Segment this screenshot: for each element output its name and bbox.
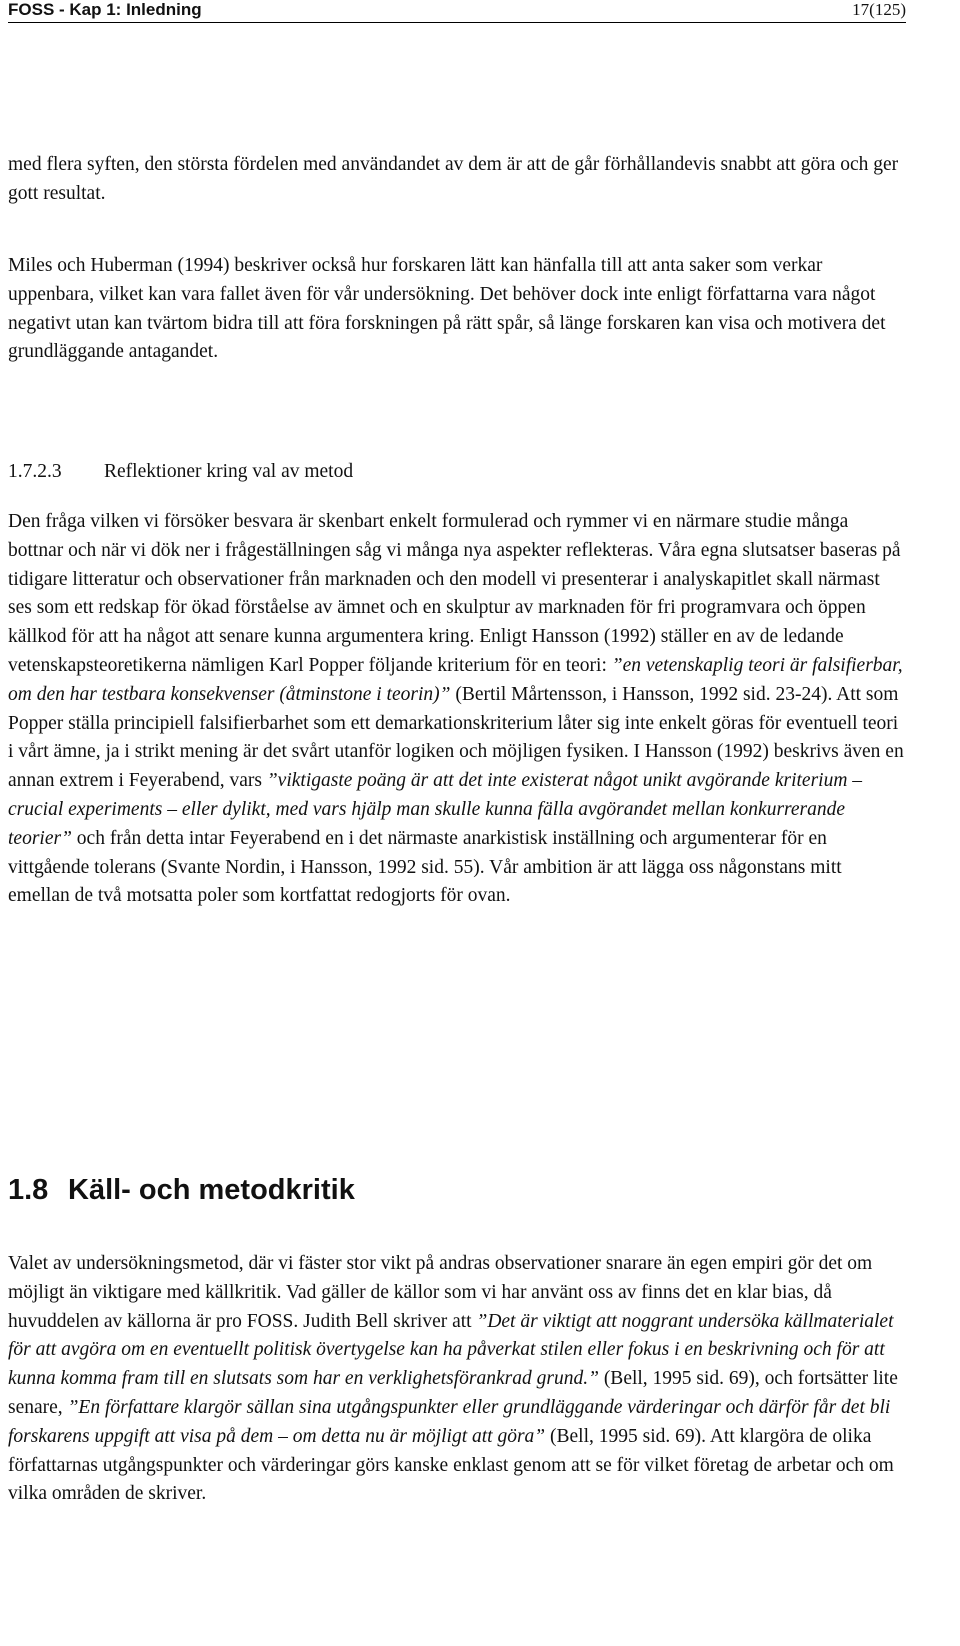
section-heading-1-8 <box>8 1170 355 1210</box>
section-heading-1-7-2-3 <box>8 458 353 486</box>
p4-text-b: (Bell, 1995 sid. 69), och fortsätter lite senare, <box>8 1368 898 1418</box>
section-number: 1.8 <box>8 1174 49 1206</box>
paragraph-2: Miles och Huberman (1994) beskriver också hur forskaren lätt kan hänfalla till att anta saker som verkar uppenbara, vilket kan vara fallet även för vår undersökning. Det behöver dock inte enligt författarna vara något negativt utan kan tvärtom bidra till att föra forskningen på rätt spår, så länge forskaren kan visa och motivera det grundläggande antagandet. <box>8 255 886 363</box>
section-title: Käll- och metodkritik <box>68 1174 355 1206</box>
paragraph-4 <box>8 1250 908 1509</box>
feyerabend-quote: ”viktigaste poäng är att det inte existerat något unikt avgörande kriterium – crucial experiments – eller dylikt, med vars hjälp man skulle kunna fälla avgörandet mellan konkurrerande teorier” <box>8 770 863 849</box>
section-number: 1.7.2.3 <box>8 461 62 482</box>
p4-text-a: Valet av undersökningsmetod, där vi fäster stor vikt på andras observationer snarare än egen empiri gör det om möjligt än viktigare med källkritik. Vad gäller de källor som vi har använt oss av finns det en klar bias, då huvuddelen av källorna är pro FOSS. Judith Bell skriver att <box>8 1253 873 1332</box>
header-title: FOSS - Kap 1: Inledning <box>8 0 202 19</box>
p3-text-b: (Bertil Mårtensson, i Hansson, 1992 sid. 23-24). Att som Popper ställa principiell falsifierbarhet som ett demarkationskriterium låter sig inte enkelt göras för eventuell teori i vårt ämne, ja i strikt mening är det svårt utanför logiken och möjligen fysiken. I Hansson (1992) beskrivs även en annan extrem i Feyerabend, vars <box>8 683 904 792</box>
popper-quote: ”en vetenskaplig teori är falsifierbar, om den har testbara konsekvenser (åtminstone i teorin)” <box>8 654 903 705</box>
section-title: Reflektioner kring val av metod <box>104 461 354 482</box>
bell-quote-2: ”En författare klargör sällan sina utgångspunkter eller grundläggande värderingar och därför får det bli forskarens uppgift att visa på dem – om detta nu är möjligt att göra” <box>8 1396 891 1447</box>
page-number: 17(125) <box>852 0 906 19</box>
page-header <box>8 0 906 23</box>
paragraph-1: med flera syften, den största fördelen med användandet av dem är att de går förhållandevis snabbt att göra och ger gott resultat. <box>8 154 899 204</box>
p4-text-c: (Bell, 1995 sid. 69). Att klargöra de olika författarnas utgångspunkter och värderingar görs kanske enklast genom att se för vilket företag de arbetar och om vilka områden de skriver. <box>8 1425 894 1505</box>
p3-text-c: och från detta intar Feyerabend en i det närmaste anarkistisk inställning och argumenterar för en vittgående tolerans (Svante Nordin, i Hansson, 1992 sid. 55). Vår ambition är att lägga oss någonstans mitt emellan de två motsatta poler som kortfattat redogjorts för ovan. <box>8 827 842 907</box>
paragraph-3 <box>8 508 908 911</box>
p3-text-a: Den fråga vilken vi försöker besvara är skenbart enkelt formulerad och rymmer vi en närmare studie många bottnar och när vi dök ner i frågeställningen såg vi många nya aspekter reflekteras. Våra egna slutsatser baseras på tidigare litteratur och observationer från marknaden och den modell vi presenterar i analyskapitlet skall närmast ses som ett redskap för ökad förståelse av ämnet och en skulptur av marknaden för fri programvara och öppen källkod för att ha något att senare kunna argumentera kring. Enligt Hansson (1992) ställer en av de ledande vetenskapsteoretikerna nämligen Karl Popper följande kriterium för en teori: <box>8 511 901 676</box>
bell-quote-1: ”Det är viktigt att noggrant undersöka källmaterialet för att avgöra om en eventuellt politisk övertygelse kan ha påverkat stilen eller fokus i en beskrivning och för att kunna komma fram till en slutsats som har en verklighetsförankrad grund.” <box>8 1310 894 1390</box>
